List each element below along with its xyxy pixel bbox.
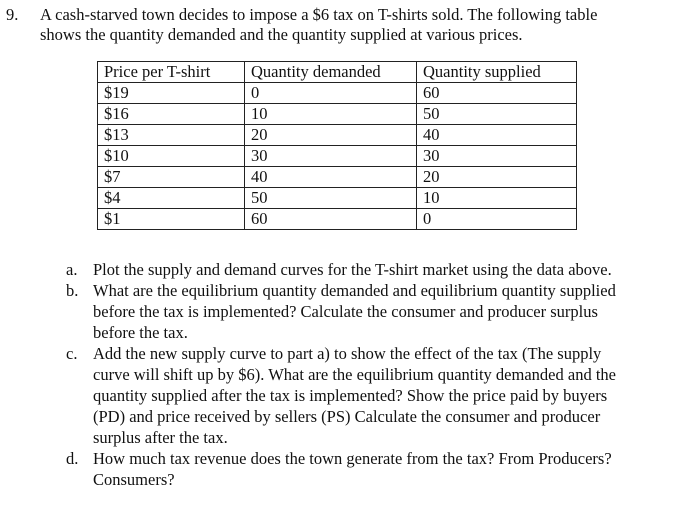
question-text-line-1: A cash-starved town decides to impose a $6 tax on T-shirts sold. The following table bbox=[40, 5, 598, 24]
cell-quantity-demanded: 20 bbox=[245, 125, 417, 146]
table-row bbox=[98, 209, 577, 230]
part-text-line: surplus after the tax. bbox=[93, 428, 228, 447]
cell-quantity-supplied: 40 bbox=[417, 125, 577, 146]
question-parts-list bbox=[66, 259, 686, 490]
part-text-line: (PD) and price received by sellers (PS) Calculate the consumer and producer bbox=[93, 407, 601, 426]
table-row bbox=[98, 188, 577, 209]
part-text-line: What are the equilibrium quantity demanded and equilibrium quantity supplied bbox=[93, 281, 616, 300]
cell-price: $16 bbox=[98, 104, 245, 125]
cell-price: $10 bbox=[98, 146, 245, 167]
part-text-line: How much tax revenue does the town generate from the tax? From Producers? bbox=[93, 449, 612, 468]
cell-quantity-supplied: 20 bbox=[417, 167, 577, 188]
part-text-line: Plot the supply and demand curves for the T-shirt market using the data above. bbox=[93, 260, 612, 279]
part-text-line: Consumers? bbox=[93, 470, 175, 489]
table-row bbox=[98, 125, 577, 146]
part-label: a. bbox=[66, 260, 78, 279]
table-row bbox=[98, 167, 577, 188]
part-label: b. bbox=[66, 281, 79, 300]
cell-price: $19 bbox=[98, 83, 245, 104]
header-price: Price per T-shirt bbox=[98, 62, 245, 83]
table-row bbox=[98, 104, 577, 125]
question-number: 9. bbox=[6, 5, 19, 24]
header-quantity-supplied: Quantity supplied bbox=[417, 62, 577, 83]
cell-price: $4 bbox=[98, 188, 245, 209]
cell-quantity-demanded: 50 bbox=[245, 188, 417, 209]
header-quantity-demanded: Quantity demanded bbox=[245, 62, 417, 83]
part-a bbox=[66, 259, 686, 280]
table-row bbox=[98, 83, 577, 104]
cell-quantity-supplied: 50 bbox=[417, 104, 577, 125]
cell-price: $13 bbox=[98, 125, 245, 146]
part-label: c. bbox=[66, 344, 78, 363]
cell-quantity-demanded: 30 bbox=[245, 146, 417, 167]
part-text-line: Add the new supply curve to part a) to show the effect of the tax (The supply bbox=[93, 344, 602, 363]
part-text-line: quantity supplied after the tax is implemented? Show the price paid by buyers bbox=[93, 386, 608, 405]
part-text-line: before the tax. bbox=[93, 323, 188, 342]
table-row bbox=[98, 146, 577, 167]
cell-quantity-supplied: 60 bbox=[417, 83, 577, 104]
cell-quantity-supplied: 10 bbox=[417, 188, 577, 209]
cell-quantity-demanded: 60 bbox=[245, 209, 417, 230]
part-text-line: curve will shift up by $6). What are the equilibrium quantity demanded and the bbox=[93, 365, 616, 384]
part-d bbox=[66, 448, 686, 490]
part-text-line: before the tax is implemented? Calculate the consumer and producer surplus bbox=[93, 302, 598, 321]
cell-price: $7 bbox=[98, 167, 245, 188]
cell-quantity-supplied: 30 bbox=[417, 146, 577, 167]
price-quantity-table bbox=[97, 61, 577, 230]
cell-quantity-supplied: 0 bbox=[417, 209, 577, 230]
cell-price: $1 bbox=[98, 209, 245, 230]
part-c bbox=[66, 343, 686, 448]
part-b bbox=[66, 280, 686, 343]
table-header-row bbox=[98, 62, 577, 83]
cell-quantity-demanded: 40 bbox=[245, 167, 417, 188]
cell-quantity-demanded: 10 bbox=[245, 104, 417, 125]
part-label: d. bbox=[66, 449, 79, 468]
cell-quantity-demanded: 0 bbox=[245, 83, 417, 104]
question-text-line-2: shows the quantity demanded and the quantity supplied at various prices. bbox=[40, 25, 523, 44]
